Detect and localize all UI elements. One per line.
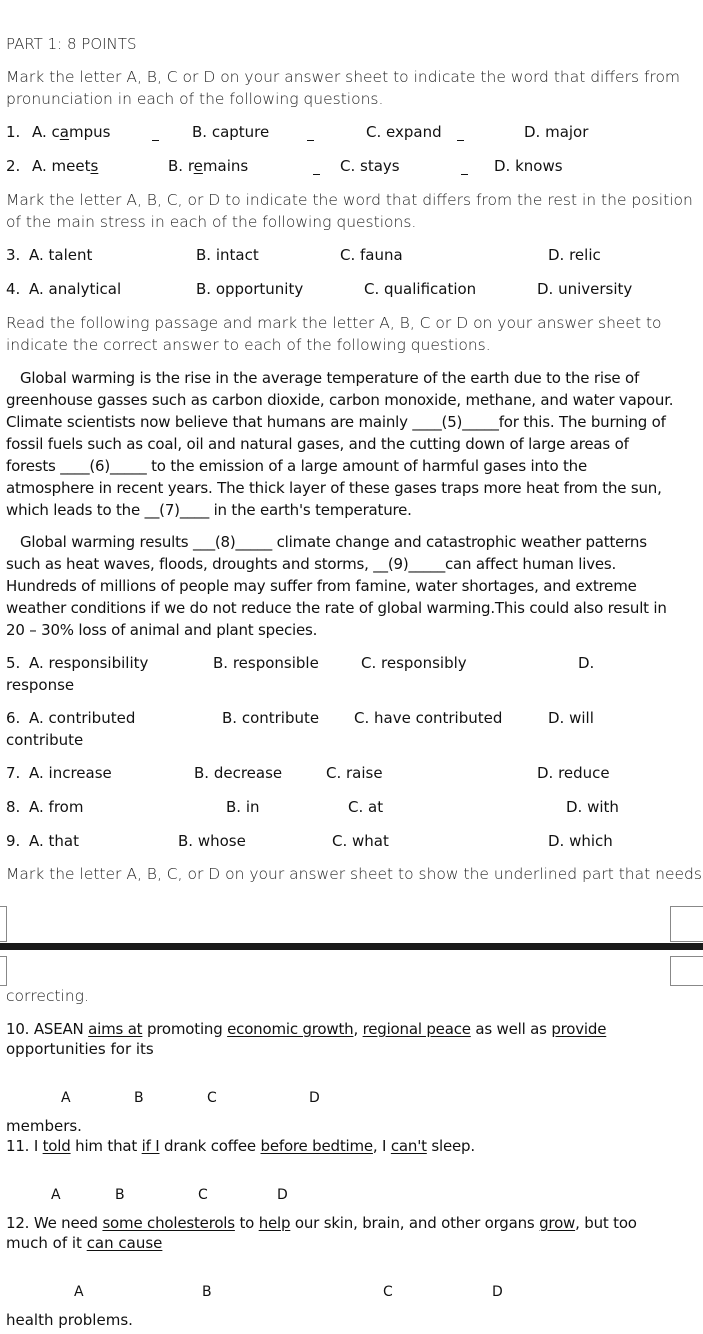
error-instruction-line1: Mark the letter A, B, C, or D on your answer sheet to show the underlined part that needs	[6, 865, 702, 883]
question-sentence-line2: opportunities for its	[6, 1040, 154, 1058]
option-c: C. have contributed	[354, 709, 503, 727]
part-title: PART 1: 8 POINTS	[6, 35, 137, 53]
blank-mark	[313, 174, 320, 175]
underline-label-d: D	[492, 1284, 503, 1300]
option-c: C. at	[348, 798, 384, 816]
passage-line: atmosphere in recent years. The thick layer of these gases traps more heat from the sun,	[6, 479, 662, 497]
reading-instruction-line1: Read the following passage and mark the letter A, B, C or D on your answer sheet to	[6, 314, 662, 332]
question-number: 9.	[6, 832, 21, 850]
option-b: B. whose	[178, 832, 246, 850]
option-b: B. contribute	[222, 709, 320, 727]
blank-mark	[152, 140, 159, 141]
option-d: D.	[578, 654, 595, 672]
passage-line: Climate scientists now believe that humans are mainly ____(5)_____for this. The burning of	[6, 413, 666, 431]
option-d: D. major	[524, 123, 589, 141]
option-b: B. intact	[196, 246, 259, 264]
question-number: 5.	[6, 654, 21, 672]
question-sentence: 10. ASEAN aims at promoting economic growth, regional peace as well as provide	[6, 1020, 607, 1038]
passage-line: 20 – 30% loss of animal and plant species.	[6, 621, 318, 639]
passage-line: Global warming is the rise in the average temperature of the earth due to the rise of	[20, 369, 640, 387]
option-d: D. relic	[548, 246, 601, 264]
question-number: 1.	[6, 123, 21, 141]
question-number: 8.	[6, 798, 21, 816]
option-c: C. qualification	[364, 280, 477, 298]
underline-label-d: D	[309, 1090, 320, 1106]
option-b: B. opportunity	[196, 280, 304, 298]
question-sentence: 12. We need some cholesterols to help our skin, brain, and other organs grow, but too	[6, 1214, 637, 1232]
option-a: A. meets	[32, 157, 99, 175]
question-number: 4.	[6, 280, 21, 298]
underline-label-a: A	[61, 1090, 71, 1106]
question-sentence-line3: health problems.	[6, 1311, 133, 1329]
option-d: D. which	[548, 832, 613, 850]
question-number: 7.	[6, 764, 21, 782]
page-break-divider	[0, 943, 703, 950]
error-instruction-line2: correcting.	[6, 987, 89, 1005]
option-a: A. increase	[29, 764, 112, 782]
passage-line: forests ____(6)_____ to the emission of a large amount of harmful gases into the	[6, 457, 588, 475]
option-d: D. reduce	[537, 764, 610, 782]
option-a: A. talent	[29, 246, 93, 264]
pronunciation-instruction-line1: Mark the letter A, B, C or D on your answer sheet to indicate the word that differs from	[6, 68, 681, 86]
option-c: C. raise	[326, 764, 383, 782]
option-a: A. responsibility	[29, 654, 149, 672]
underline-label-b: B	[134, 1090, 144, 1106]
page-corner-mark	[0, 956, 7, 986]
question-sentence: 11. I told him that if I drank coffee before bedtime, I can't sleep.	[6, 1137, 475, 1155]
underline-label-a: A	[74, 1284, 84, 1300]
passage-line: Global warming results ___(8)_____ climate change and catastrophic weather patterns	[20, 533, 647, 551]
pronunciation-instruction-line2: pronunciation in each of the following questions.	[6, 90, 384, 108]
underline-label-c: C	[383, 1284, 393, 1300]
option-b: B. capture	[192, 123, 270, 141]
option-c: C. responsibly	[361, 654, 467, 672]
blank-mark	[457, 140, 464, 141]
underline-label-b: B	[115, 1187, 125, 1203]
option-d: D. with	[566, 798, 619, 816]
option-b: B. in	[226, 798, 260, 816]
underline-label-b: B	[202, 1284, 212, 1300]
option-a: A. from	[29, 798, 84, 816]
underline-label-c: C	[198, 1187, 208, 1203]
option-a: A. analytical	[29, 280, 122, 298]
passage-line: which leads to the __(7)____ in the earth's temperature.	[6, 501, 412, 519]
option-b: B. remains	[168, 157, 249, 175]
underline-label-a: A	[51, 1187, 61, 1203]
option-d: D. knows	[494, 157, 563, 175]
blank-mark	[307, 140, 314, 141]
stress-instruction-line2: of the main stress in each of the following questions.	[6, 213, 417, 231]
page-corner-mark	[0, 906, 7, 942]
page-corner-mark	[670, 906, 703, 942]
option-c: C. expand	[366, 123, 442, 141]
passage-line: fossil fuels such as coal, oil and natural gases, and the cutting down of large areas of	[6, 435, 629, 453]
page-corner-mark	[670, 956, 703, 986]
option-b: B. responsible	[213, 654, 319, 672]
question-sentence-line2: much of it can cause	[6, 1234, 163, 1252]
question-number: 6.	[6, 709, 21, 727]
passage-line: weather conditions if we do not reduce the rate of global warming.This could also result in	[6, 599, 667, 617]
option-d-continued: contribute	[6, 731, 84, 749]
option-d: D. university	[537, 280, 633, 298]
option-c: C. fauna	[340, 246, 403, 264]
option-b: B. decrease	[194, 764, 283, 782]
option-c: C. stays	[340, 157, 400, 175]
blank-mark	[461, 174, 468, 175]
option-d-continued: response	[6, 676, 75, 694]
option-d: D. will	[548, 709, 594, 727]
option-a: A. campus	[32, 123, 111, 141]
passage-line: greenhouse gasses such as carbon dioxide, carbon monoxide, methane, and water vapour.	[6, 391, 674, 409]
reading-instruction-line2: indicate the correct answer to each of the following questions.	[6, 336, 491, 354]
option-a: A. contributed	[29, 709, 136, 727]
question-number: 2.	[6, 157, 21, 175]
option-c: C. what	[332, 832, 389, 850]
option-a: A. that	[29, 832, 79, 850]
underline-label-c: C	[207, 1090, 217, 1106]
question-sentence-line3: members.	[6, 1117, 82, 1135]
stress-instruction-line1: Mark the letter A, B, C, or D to indicate the word that differs from the rest in the position	[6, 191, 693, 209]
question-number: 3.	[6, 246, 21, 264]
passage-line: Hundreds of millions of people may suffer from famine, water shortages, and extreme	[6, 577, 637, 595]
passage-line: such as heat waves, floods, droughts and storms, __(9)_____can affect human lives.	[6, 555, 617, 573]
underline-label-d: D	[277, 1187, 288, 1203]
